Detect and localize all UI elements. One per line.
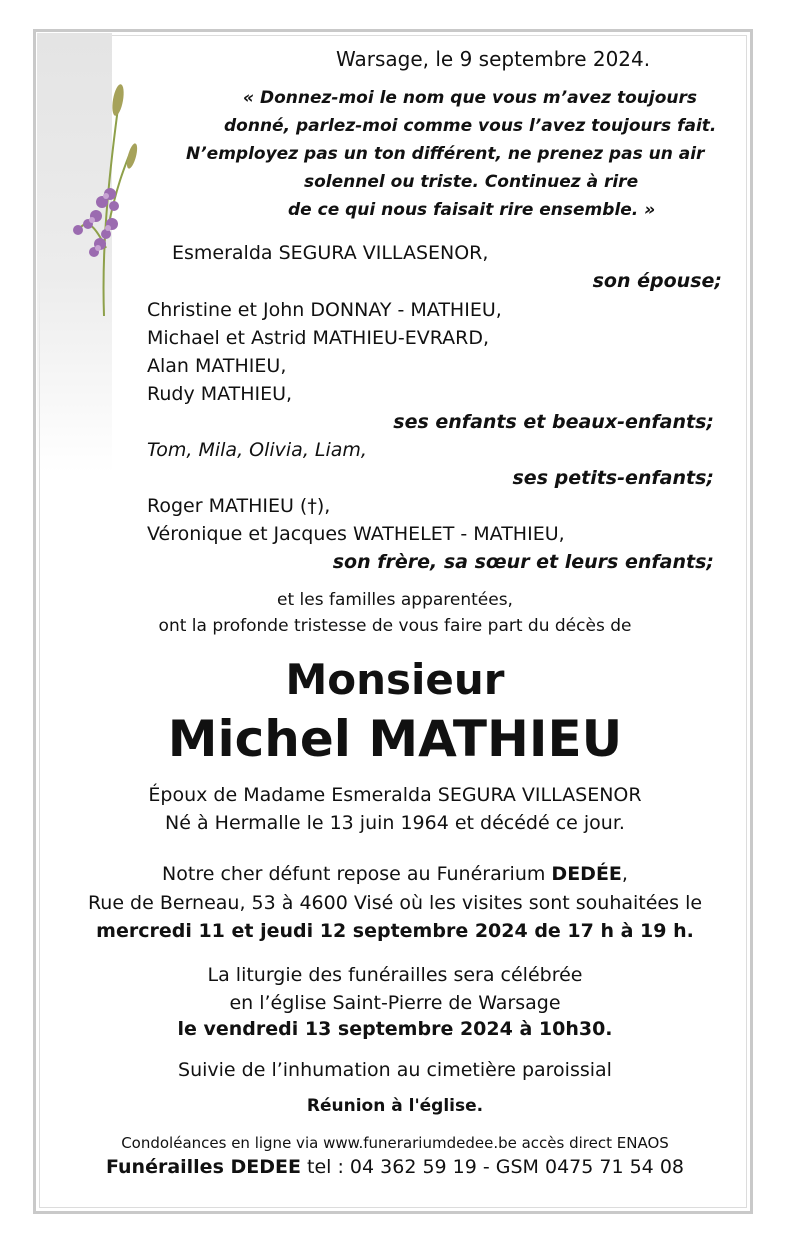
funeral-line-2: en l’église Saint-Pierre de Warsage [229,992,561,1014]
child-name: Alan MATHIEU, [147,355,287,377]
violet-flower-icon [66,78,146,318]
child-name: Christine et John DONNAY - MATHIEU, [147,299,502,321]
sibling-name: Véronique et Jacques WATHELET - MATHIEU, [147,523,565,545]
families-line: et les familles apparentées, [277,590,513,610]
quote-line: N’employez pas un ton différent, ne prenez pas un air [186,144,705,164]
contact-line [0,1156,790,1178]
reunion-line: Réunion à l'église. [306,1096,484,1116]
spouse-relation: son épouse; [592,270,722,292]
date-line: Warsage, le 9 septembre 2024. [336,47,651,71]
grandchildren-relation: ses petits-enfants; [512,467,714,489]
quote-line: de ce qui nous faisait rire ensemble. » [288,200,656,220]
quote-line: solennel ou triste. Continuez à rire [304,172,639,192]
grandchildren-names: Tom, Mila, Olivia, Liam, [147,439,367,461]
funeral-line-1: La liturgie des funérailles sera célébrée [207,964,583,986]
quote-line: donné, parlez-moi comme vous l’avez toujours fait. [224,116,717,136]
child-name: Rudy MATHIEU, [147,383,293,405]
quote-line: « Donnez-moi le nom que vous m’avez toujours [243,88,697,108]
spouse-name: Esmeralda SEGURA VILLASENOR, [172,242,489,264]
visits-line-2: Rue de Berneau, 53 à 4600 Visé où les visites sont souhaitées le [87,892,703,914]
deceased-title: Monsieur [285,655,505,704]
siblings-relation: son frère, sa sœur et leurs enfants; [332,551,714,573]
children-relation: ses enfants et beaux-enfants; [393,411,714,433]
company-name: Funérailles DEDEE [105,1156,301,1178]
funeral-date: le vendredi 13 septembre 2024 à 10h30. [177,1018,613,1040]
deceased-name: Michel MATHIEU [167,710,623,768]
contact-numbers: tel : 04 362 59 19 - GSM 0475 71 54 08 [300,1156,684,1178]
visits-line-1: Notre cher défunt repose au Funérarium DEDÉE, [162,863,628,885]
visits-dates: mercredi 11 et jeudi 12 septembre 2024 de 17 h à 19 h. [96,920,694,942]
funerarium-name: DEDÉE [551,863,622,885]
spouse-of-line: Époux de Madame Esmeralda SEGURA VILLASENOR [148,784,642,806]
child-name: Michael et Astrid MATHIEU-EVRARD, [147,327,490,349]
sibling-name: Roger MATHIEU (†), [147,495,331,517]
burial-line: Suivie de l’inhumation au cimetière paroissial [178,1059,612,1081]
birth-death-line: Né à Hermalle le 13 juin 1964 et décédé ce jour. [165,812,625,834]
condolences-line: Condoléances en ligne via www.funerariumdedee.be accès direct ENAOS [121,1134,669,1152]
announcement-line: ont la profonde tristesse de vous faire part du décès de [158,616,632,636]
